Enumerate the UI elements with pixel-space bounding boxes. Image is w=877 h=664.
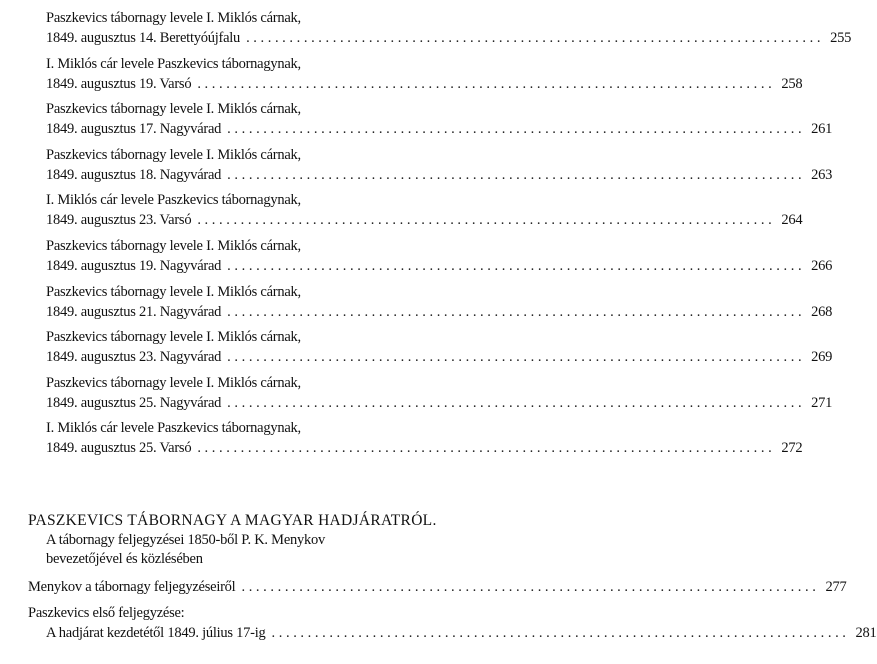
toc-entry-detail — [46, 165, 833, 185]
dot-leader: ................................................................................ — [241, 579, 820, 595]
dot-leader: ................................................................................ — [197, 212, 776, 229]
dot-leader: ................................................................................ — [246, 30, 825, 46]
toc-entry-date-place: 1849. augusztus 23. Nagyvárad — [46, 349, 222, 366]
toc-entry-date-place: 1849. augusztus 23. Varsó — [46, 212, 192, 229]
toc-entry-page: 268 — [811, 303, 833, 320]
toc-entry-menykov-page: 277 — [825, 579, 847, 595]
toc-entry-title: I. Miklós cár levele Paszkevics tábornagynak, — [46, 55, 301, 72]
dot-leader: ................................................................................ — [227, 166, 806, 183]
dot-leader: ................................................................................ — [227, 258, 806, 274]
dot-leader: ................................................................................ — [227, 303, 806, 320]
toc-entry-date-place: 1849. augusztus 17. Nagyvárad — [46, 121, 222, 138]
section-heading: PASZKEVICS TÁBORNAGY A MAGYAR HADJÁRATRÓL. — [28, 512, 437, 529]
toc-entry-detail — [46, 28, 852, 48]
toc-entry-title: Paszkevics tábornagy levele I. Miklós cárnak, — [46, 283, 301, 300]
toc-entry-title: Paszkevics tábornagy levele I. Miklós cárnak, — [46, 238, 301, 254]
toc-entry-page: 258 — [781, 75, 803, 92]
toc-entry-menykov — [28, 577, 847, 597]
toc-entry-date-place: 1849. augusztus 19. Varsó — [46, 75, 192, 92]
toc-entry-title: Paszkevics tábornagy levele I. Miklós cárnak, — [46, 101, 301, 118]
toc-entry-detail — [46, 438, 803, 458]
toc-entry-title: Paszkevics tábornagy levele I. Miklós cárnak, — [46, 10, 301, 26]
toc-entry-page: 269 — [811, 349, 833, 366]
dot-leader: ................................................................................ — [197, 75, 776, 92]
dot-leader: ................................................................................ — [227, 394, 806, 411]
section-subtitle-line-1: A tábornagy feljegyzései 1850-ből P. K. Menykov — [46, 532, 326, 548]
toc-entry-page: 261 — [811, 121, 833, 138]
toc-entry-title: I. Miklós cár levele Paszkevics tábornagynak, — [46, 192, 301, 209]
toc-entry-date-place: 1849. augusztus 14. Berettyóújfalu — [46, 30, 241, 46]
toc-entry-first-record-text: A hadjárat kezdetétől 1849. július 17-ig — [46, 625, 266, 641]
section-subtitle-line-2: bevezetőjével és közlésében — [46, 551, 203, 567]
toc-entry-date-place: 1849. augusztus 25. Nagyvárad — [46, 394, 222, 411]
toc-entry-detail — [46, 119, 833, 139]
toc-entry-menykov-text: Menykov a tábornagy feljegyzéseiről — [28, 579, 236, 595]
toc-entry-title: I. Miklós cár levele Paszkevics tábornagynak, — [46, 420, 301, 437]
toc-entry-title: Paszkevics tábornagy levele I. Miklós cárnak, — [46, 374, 301, 391]
toc-entry-detail — [46, 302, 833, 322]
toc-entry-date-place: 1849. augusztus 25. Varsó — [46, 440, 192, 457]
toc-entry-page: 271 — [811, 394, 833, 411]
toc-entry-first-record-title: Paszkevics első feljegyzése: — [28, 605, 185, 621]
dot-leader: ................................................................................ — [227, 121, 806, 138]
toc-entry-detail — [46, 74, 803, 94]
toc-entry-date-place: 1849. augusztus 21. Nagyvárad — [46, 303, 222, 320]
dot-leader: ................................................................................ — [227, 349, 806, 366]
dot-leader: ................................................................................ — [197, 440, 776, 457]
toc-entry-detail — [46, 210, 803, 230]
toc-entry-page: 264 — [781, 212, 803, 229]
toc-entry-page: 266 — [811, 258, 833, 274]
toc-entry-title: Paszkevics tábornagy levele I. Miklós cárnak, — [46, 146, 301, 163]
toc-entry-detail — [46, 393, 833, 413]
toc-entry-detail — [46, 256, 833, 276]
toc-entry-first-record-page: 281 — [855, 625, 877, 641]
toc-entry-first-record-detail — [46, 623, 877, 643]
toc-entry-date-place: 1849. augusztus 18. Nagyvárad — [46, 166, 222, 183]
toc-entry-page: 263 — [811, 166, 833, 183]
toc-entry-date-place: 1849. augusztus 19. Nagyvárad — [46, 258, 222, 274]
toc-entry-page: 272 — [781, 440, 803, 457]
dot-leader: ................................................................................ — [271, 625, 850, 641]
toc-entry-title: Paszkevics tábornagy levele I. Miklós cárnak, — [46, 329, 301, 346]
toc-entry-detail — [46, 347, 833, 367]
toc-entry-page: 255 — [830, 30, 852, 46]
